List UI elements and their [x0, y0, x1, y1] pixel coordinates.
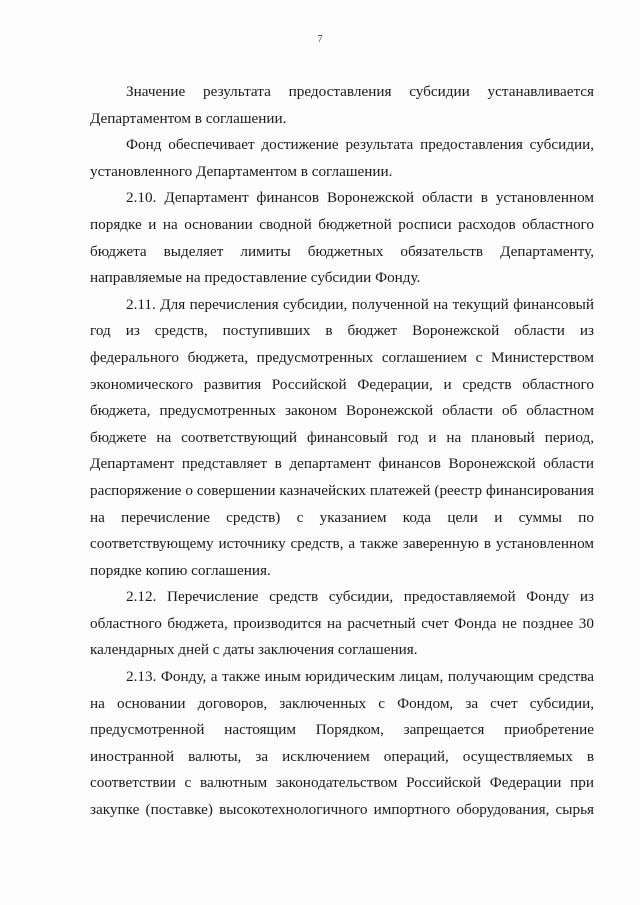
text-line: 2.10. Департамент финансов Воронежской области в установленном: [126, 189, 594, 207]
text-line: соответствующему источнику средств, а также заверенную в установленном: [90, 535, 594, 553]
text-line: Значение результата предоставления субсидии устанавливается: [126, 83, 594, 100]
text-line: бюджета выделяет лимиты бюджетных обязательств Департаменту,: [90, 242, 594, 260]
text-line: порядке копию соглашения.: [90, 561, 271, 579]
text-line: закупке (поставке) высокотехнологичного импортного оборудования, сырья: [90, 801, 594, 819]
text-line: распоряжение о совершении казначейских платежей (реестр финансирования: [90, 481, 594, 499]
document-body: [90, 79, 594, 824]
text-line: Фонд обеспечивает достижение результата предоставления субсидии,: [126, 136, 594, 154]
text-line: экономического развития Российской Федерации, и средств областного: [90, 375, 594, 393]
text-line: год из средств, поступивших в бюджет Воронежской области из: [90, 322, 594, 340]
text-line: направляемые на предоставление субсидии Фонду.: [90, 269, 421, 287]
text-line: бюджете на соответствующий финансовый год и на плановый период,: [90, 428, 594, 446]
text-line: 2.11. Для перечисления субсидии, полученной на текущий финансовый: [126, 295, 594, 313]
text-line: 2.12. Перечисление средств субсидии, предоставляемой Фонду из: [126, 588, 594, 606]
text-line: соответствии с валютным законодательством Российской Федерации при: [90, 774, 594, 792]
text-line: предусмотренной настоящим Порядком, запрещается приобретение: [90, 721, 594, 739]
text-line: порядке и на основании сводной бюджетной росписи расходов областного: [90, 215, 594, 233]
text-line: на основании договоров, заключенных с Фондом, за счет субсидии,: [90, 694, 594, 712]
text-line: областного бюджета, производится на расчетный счет Фонда не позднее 30: [90, 614, 594, 632]
text-line: установленного Департаментом в соглашении.: [90, 162, 393, 180]
text-line: иностранной валюты, за исключением операций, осуществляемых в: [90, 747, 594, 765]
text-line: Департаментом в соглашении.: [90, 109, 287, 127]
text-line: календарных дней с даты заключения соглашения.: [90, 641, 418, 659]
page-number: 7: [317, 34, 323, 45]
text-line: 2.13. Фонду, а также иным юридическим лицам, получающим средства: [126, 668, 594, 686]
text-line: Департамент представляет в департамент финансов Воронежской области: [90, 455, 594, 473]
text-line: на перечисление средств) с указанием кода цели и суммы по: [90, 508, 594, 526]
text-line: федерального бюджета, предусмотренных соглашением с Министерством: [90, 348, 594, 366]
text-line: бюджета, предусмотренных законом Воронежской области об областном: [90, 402, 594, 420]
